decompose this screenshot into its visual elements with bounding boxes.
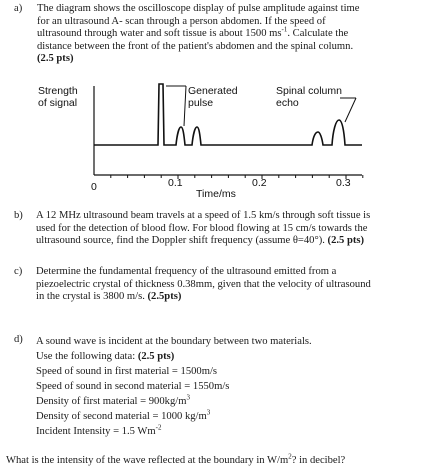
ylabel-line1: Strength [38, 85, 78, 97]
x-tick-label: 0.2 [252, 177, 267, 189]
x-tick-label: 0.1 [168, 177, 183, 189]
question-c-text [36, 266, 422, 304]
question-c-line: piezoelectric crystal of thickness 0.38mm, given that the velocity of ultrasound [36, 278, 371, 290]
minor-ticks [111, 175, 363, 179]
question-b-text [36, 210, 422, 248]
question-a-line: ultrasound through water and soft tissue is about 1500 $ms^{-1}$. Calculate the [37, 25, 349, 40]
ylabel-line2: of signal [38, 97, 78, 109]
question-c-line: Determine the fundamental frequency of the ultrasound emitted from a [36, 266, 337, 277]
question-d-use-data: Use the following data: (2.5 pts) [36, 351, 175, 362]
question-a-line: The diagram shows the oscilloscope display of pulse amplitude against time [37, 3, 360, 14]
question-b-line: A 12 MHz ultrasound beam travels at a speed of 1.5 km/s through soft tissue is [36, 210, 371, 221]
question-b-label: b) [14, 210, 23, 221]
question-a-points: (2.5 pts) [37, 53, 74, 65]
annotation-generated: Generated [188, 85, 238, 97]
final-question: What is the intensity of the wave reflected at the boundary in $W/m^2$? in decibel? [6, 452, 346, 466]
question-b-line: ultrasound source, find the Doppler shift frequency (assume θ=40°). (2.5 pts) [36, 235, 365, 247]
question-a-line: distance between the front of the patient's abdomen and the spinal column. [37, 40, 354, 52]
question-d-density2: Density of second material = 1000 $kg/m^3$ [36, 408, 211, 422]
question-d-speed2: Speed of sound in second material = 1550m/s [36, 381, 230, 392]
question-a-label: a) [14, 3, 23, 14]
annotation-pulse: pulse [188, 97, 214, 109]
x-tick-label: 0 [91, 181, 97, 193]
question-a-text [37, 3, 422, 66]
question-d-intensity: Incident Intensity = 1.5 $Wm^{-2}$ [36, 423, 162, 437]
x-axis-label: Time/ms [196, 188, 236, 200]
question-d-speed1: Speed of sound in first material = 1500m/s [36, 366, 218, 377]
question-b-line: used for the detection of blood flow. For blood flowing at 15 cm/s towards the [36, 222, 368, 234]
spinal-echo-pointer [345, 98, 356, 122]
annotation-echo: echo [276, 97, 299, 109]
annotation-spinal-column: Spinal column [276, 85, 342, 97]
question-d-label: d) [14, 334, 23, 345]
question-d-text [36, 334, 422, 439]
generated-pulse-pointer [184, 86, 186, 126]
question-c-label: c) [14, 266, 23, 277]
x-tick-label: 0.3 [336, 177, 351, 189]
question-d-intro: A sound wave is incident at the boundary between two materials. [36, 336, 312, 347]
question-a-line: for an ultrasound A- scan through a person abdomen. If the speed of [37, 15, 326, 27]
question-c-line: in the crystal is 3800 m/s. (2.5pts) [36, 291, 182, 303]
question-d-density1: Density of first material = $900kg/m^3$ [36, 393, 190, 407]
oscilloscope-chart [0, 80, 428, 210]
